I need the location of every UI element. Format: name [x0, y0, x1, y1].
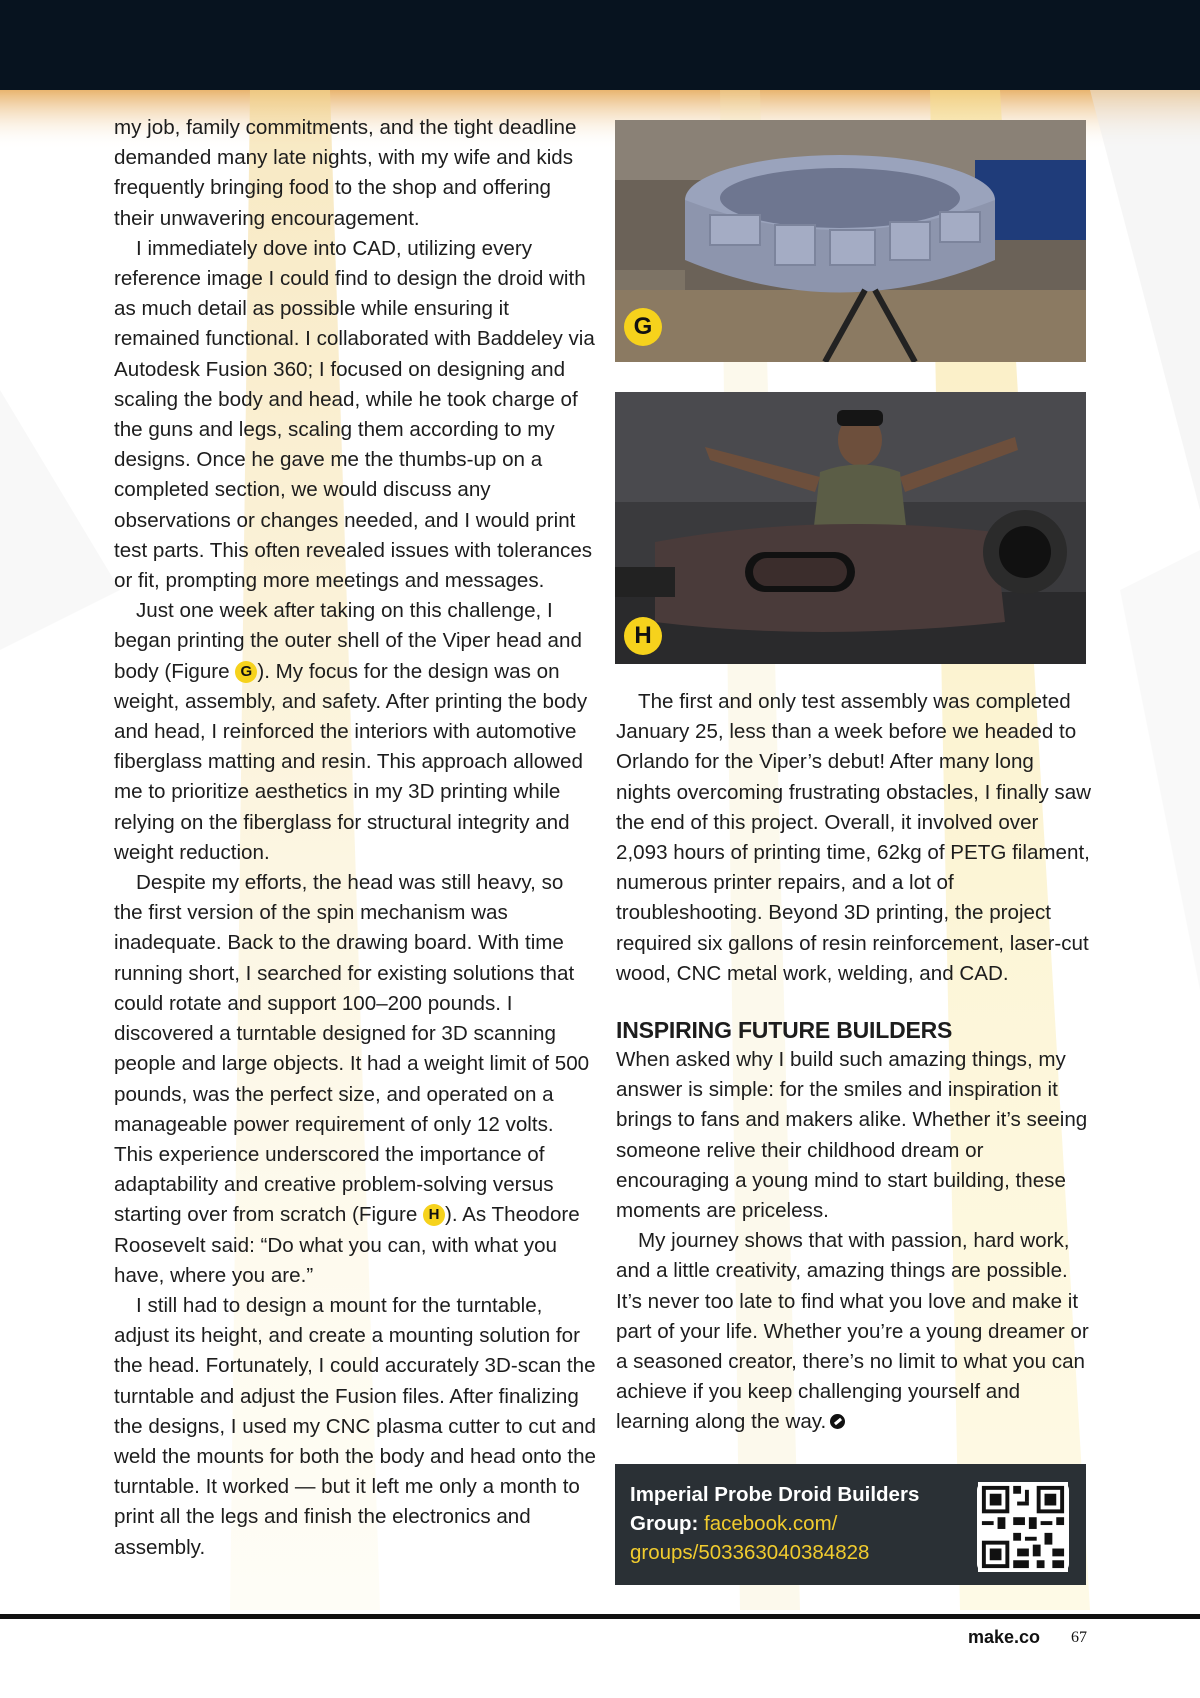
- info-box-text: [630, 1480, 950, 1567]
- top-header-band: [0, 0, 1200, 90]
- end-of-article-icon: [830, 1414, 845, 1429]
- body-paragraph: [616, 1226, 1094, 1437]
- footer-rule: [0, 1614, 1200, 1619]
- group-link[interactable]: facebook.com/: [704, 1512, 838, 1535]
- body-paragraph: I still had to design a mount for the turntable, adjust its height, and create a mounting solution for the head. Fortunately, I could accurately 3D-scan the turntable and adjust the Fusion files. After finalizing the designs, I used my CNC plasma cutter to cut and weld the mounts for both the body and head onto the turntable. It worked — but it left me only a month to print all the legs and finish the electronics and assembly.: [114, 1293, 597, 1559]
- body-paragraph: [114, 868, 596, 1291]
- figure-ref-h-badge: H: [423, 1204, 445, 1226]
- group-label: Group:: [630, 1512, 699, 1535]
- figure-ref-g-badge: G: [235, 661, 257, 683]
- group-link-continued[interactable]: groups/503363040384828: [630, 1541, 870, 1564]
- body-paragraph: [114, 596, 596, 868]
- droid-body-shell-image: [615, 120, 1086, 362]
- figure-h-label: H: [624, 617, 662, 655]
- resource-info-box: [615, 1464, 1086, 1585]
- paragraph-text: ). My focus for the design was on weight, assembly, and safety. After printing the body and head, I reinforced the interiors with automotive fiberglass matting and resin. This approach allowed me to prioritize aesthetics in my 3D printing while relying on the fiberglass for structural integrity and weight reduction.: [114, 659, 588, 864]
- body-paragraph: The first and only test assembly was completed January 25, less than a week before we headed to Orlando for the Viper’s debut! After many long nights overcoming frustrating obstacles, I finally saw the end of this project. Overall, it involved over 2,093 hours of printing time, 62kg of PETG filament, numerous printer repairs, and a lot of troubleshooting. Beyond 3D printing, the project required six gallons of resin reinforcement, laser-cut wood, CNC metal work, welding, and CAD.: [616, 690, 1092, 985]
- body-paragraph: my job, family commitments, and the tight deadline demanded many late nights, with my wife and kids frequently bringing food to the shop and offering their unwavering encouragement.: [114, 116, 577, 230]
- figure-g-photo: [615, 120, 1086, 362]
- section-heading: INSPIRING FUTURE BUILDERS: [616, 1017, 953, 1044]
- figure-g-label: G: [624, 308, 662, 346]
- left-article-column: [114, 113, 596, 1563]
- group-name: Imperial Probe Droid Builders: [630, 1483, 920, 1506]
- group-link-line: [630, 1509, 950, 1538]
- paragraph-text: Just one week after taking on this challenge, I began printing the outer shell of the Viper head and body (Figure: [114, 599, 582, 683]
- page-number: 67: [1071, 1629, 1087, 1646]
- paragraph-text: My journey shows that with passion, hard work, and a little creativity, amazing things are possible. It’s never too late to find what you love and make it part of your life. Whether you’re a young dreamer or a seasoned creator, there’s no limit to what you can achieve if you keep challenging yourself and learning along the way.: [616, 1229, 1089, 1434]
- paragraph-text: ). As Theodore Roosevelt said: “Do what you can, with what you have, where you are.”: [114, 1203, 580, 1287]
- footer-brand: make.co: [968, 1627, 1041, 1647]
- paragraph-text: Despite my efforts, the head was still heavy, so the first version of the spin mechanism was inadequate. Back to the drawing board. With time running short, I searched for existing solutions that could rotate and support 100–200 pounds. I discovered a turntable designed for 3D scanning people and large objects. It had a weight limit of 500 pounds, was the perfect size, and operated on a manageable power requirement of only 12 volts. This experience underscored the importance of adaptability and creative problem-solving versus starting over from scratch (Figure: [114, 871, 590, 1227]
- figure-h-photo: [615, 392, 1086, 664]
- qr-code-icon[interactable]: [977, 1482, 1069, 1572]
- builder-with-droid-image: [615, 392, 1086, 664]
- body-paragraph: I immediately dove into CAD, utilizing every reference image I could find to design the droid with as much detail as possible while ensuring it remained functional. I collaborated with Baddeley via Autodesk Fusion 360; I focused on designing and scaling the body and head, while he took charge of the guns and legs, scaling them according to my designs. Once he gave me the thumbs-up on a completed section, we would discuss any observations or changes needed, and I would print test parts. This often revealed issues with tolerances or fit, prompting more meetings and messages.: [114, 236, 595, 593]
- right-article-column: [616, 687, 1094, 1438]
- body-paragraph: When asked why I build such amazing things, my answer is simple: for the smiles and inspiration it brings to fans and makers alike. Whether it’s seeing someone relive their childhood dream or encouraging a young mind to start building, these moments are priceless.: [616, 1048, 1088, 1223]
